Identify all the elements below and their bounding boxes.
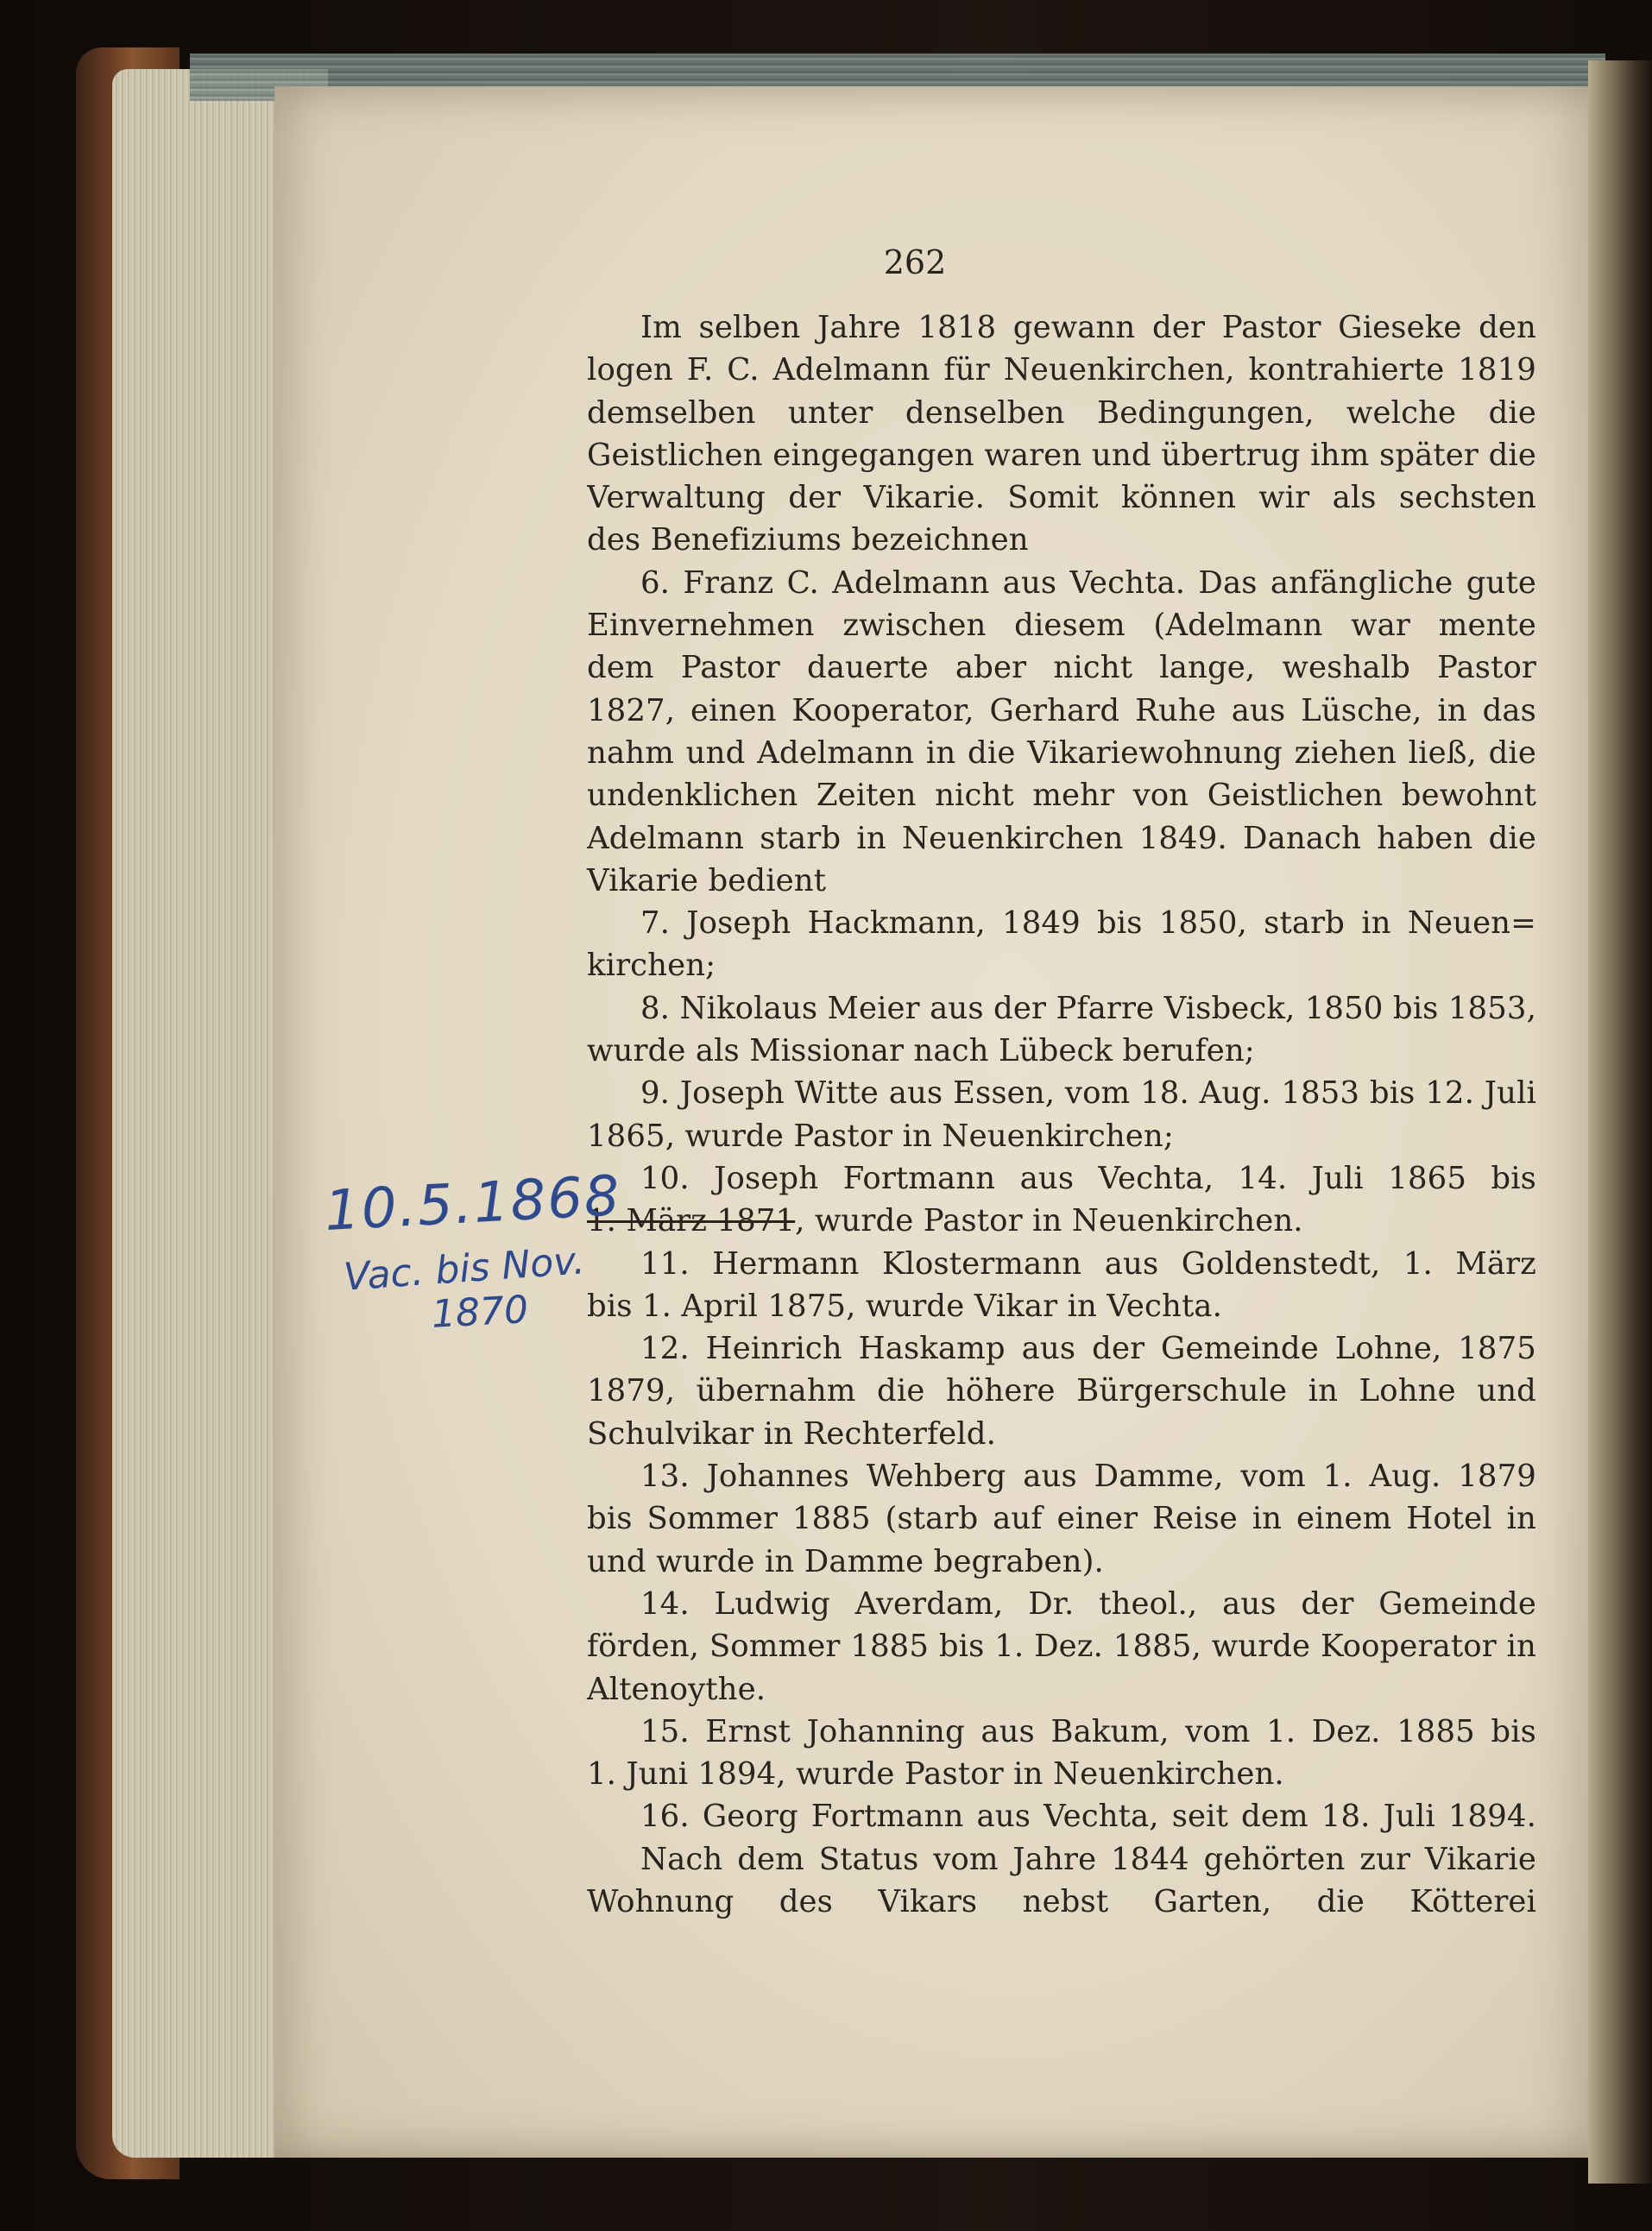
text-line: Wohnung des Vikars nebst Garten, die Kötterei — [587, 1883, 1536, 1919]
text-line: Einvernehmen zwischen diesem (Adelmann war mente — [587, 608, 1536, 644]
text-line: 8. Nikolaus Meier aus der Pfarre Visbeck, 1850 bis 1853, — [640, 990, 1536, 1026]
text-line: 16. Georg Fortmann aus Vechta, seit dem 18. Juli 1894. — [640, 1799, 1536, 1835]
text-line: logen F. C. Adelmann für Neuenkirchen, kontrahierte 1819 — [587, 352, 1536, 388]
handwritten-vacancy-note: Vac. bis Nov. — [342, 1238, 587, 1300]
text-line: Im selben Jahre 1818 gewann der Pastor Gieseke den — [640, 310, 1536, 345]
text-line: 1. Juni 1894, wurde Pastor in Neuenkirchen. — [587, 1756, 1284, 1793]
text-line: bis Sommer 1885 (starb auf einer Reise in einem Hotel in — [587, 1501, 1536, 1537]
text-line: 9. Joseph Witte aus Essen, vom 18. Aug. 1853 bis 12. Juli — [640, 1075, 1536, 1112]
body-text — [587, 306, 1536, 1923]
text-line: des Benefiziums bezeichnen — [587, 522, 1029, 558]
text-line: 1865, wurde Pastor in Neuenkirchen; — [587, 1118, 1174, 1154]
text-line: 7. Joseph Hackmann, 1849 bis 1850, starb in Neuen= — [640, 905, 1536, 942]
text-line: 15. Ernst Johanning aus Bakum, vom 1. Dez. 1885 bis — [640, 1713, 1536, 1749]
text-line: Geistlichen eingegangen waren und übertrug ihm später die — [587, 437, 1536, 473]
book-gutter — [1588, 60, 1652, 2184]
text-line: 11. Hermann Klostermann aus Goldenstedt, 1. März — [640, 1245, 1536, 1282]
text-line: nahm und Adelmann in die Vikariewohnung ziehen ließ, die — [587, 734, 1536, 771]
text-line: dem Pastor dauerte aber nicht lange, weshalb Pastor — [587, 650, 1536, 686]
text-line: 6. Franz C. Adelmann aus Vechta. Das anfängliche gute — [640, 564, 1536, 601]
text-line: demselben unter denselben Bedingungen, welche die — [587, 394, 1536, 431]
text-line: wurde als Missionar nach Lübeck berufen; — [587, 1033, 1255, 1069]
text-line: 14. Ludwig Averdam, Dr. theol., aus der Gemeinde — [640, 1585, 1536, 1622]
text-line: kirchen; — [587, 948, 716, 984]
text-line: 1827, einen Kooperator, Gerhard Ruhe aus Lüsche, in das — [587, 692, 1536, 728]
struck-text: 1. März 1871 — [587, 1203, 796, 1239]
text-line: Nach dem Status vom Jahre 1844 gehörten zur Vikarie — [640, 1841, 1536, 1877]
handwritten-date-note: 10.5.1868 — [323, 1164, 623, 1244]
text-line: Schulvikar in Rechterfeld. — [587, 1415, 996, 1452]
text-line: 12. Heinrich Haskamp aus der Gemeinde Lohne, 1875 — [640, 1331, 1536, 1367]
page-number: 262 — [883, 243, 947, 281]
text-line: förden, Sommer 1885 bis 1. Dez. 1885, wurde Kooperator in — [587, 1629, 1536, 1665]
text-line: 13. Johannes Wehberg aus Damme, vom 1. Aug. 1879 — [640, 1459, 1536, 1495]
text-line: Verwaltung der Vikarie. Somit können wir als sechsten — [587, 480, 1536, 516]
handwritten-year-note: 1870 — [430, 1288, 530, 1337]
line-text: , wurde Pastor in Neuenkirchen. — [795, 1203, 1303, 1239]
text-line — [587, 1200, 1536, 1242]
text-line: Adelmann starb in Neuenkirchen 1849. Danach haben die — [587, 820, 1536, 856]
text-line: undenklichen Zeiten nicht mehr von Geistlichen bewohnt — [587, 778, 1536, 814]
text-line: und wurde in Damme begraben). — [587, 1543, 1104, 1579]
text-line: 10. Joseph Fortmann aus Vechta, 14. Juli 1865 bis — [640, 1160, 1536, 1196]
text-line: Altenoythe. — [587, 1671, 766, 1707]
text-line: 1879, übernahm die höhere Bürgerschule in Lohne und — [587, 1373, 1536, 1409]
text-line: bis 1. April 1875, wurde Vikar in Vechta. — [587, 1288, 1222, 1324]
text-line: Vikarie bedient — [587, 862, 827, 898]
